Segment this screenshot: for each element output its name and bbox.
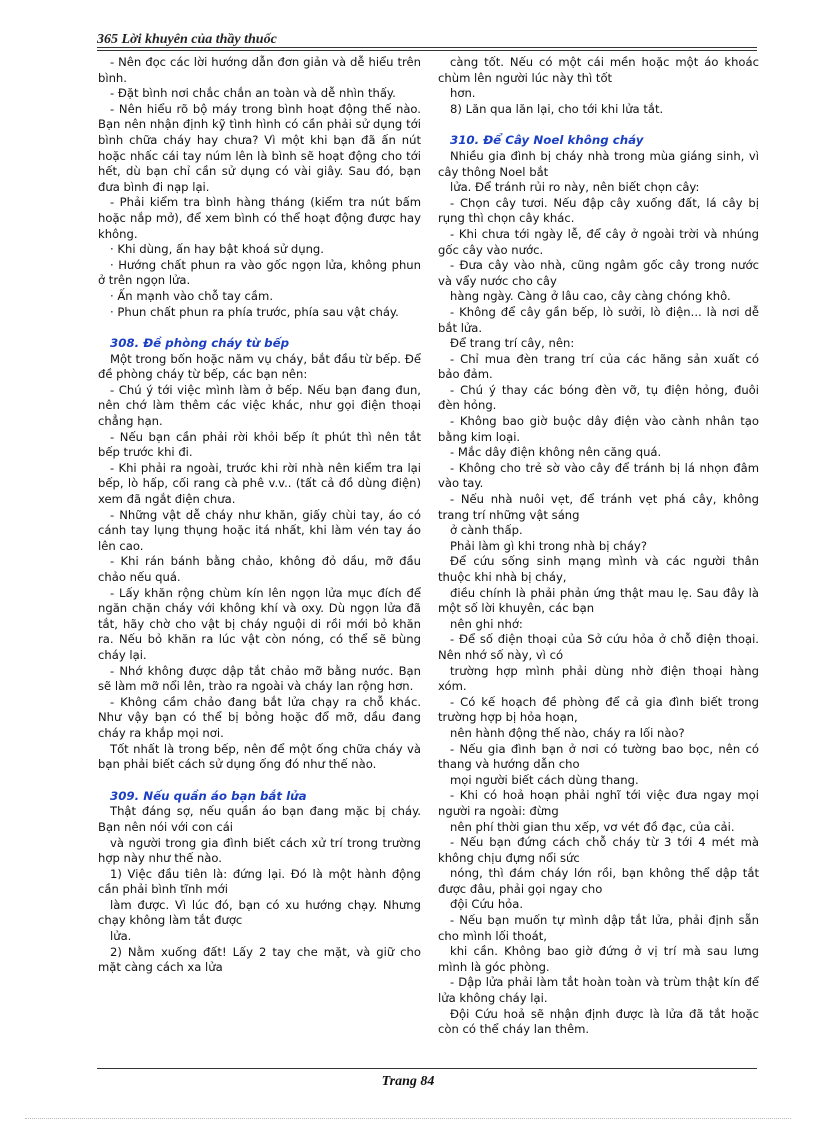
section-heading: 310. Để Cây Noel không cháy [450,133,644,148]
header-rule [97,47,757,48]
paragraph: Đội Cứu hoả sẽ nhận định được là lửa đã tắt hoặc còn có thể cháy lan thêm. [438,1006,759,1037]
paragraph: ở cành thấp. [450,523,523,538]
paragraph: 8) Lăn qua lăn lại, cho tới khi lửa tắt. [450,101,664,116]
paragraph: - Không cho trẻ sờ vào cây để tránh bị lá nhọn đâm vào tay. [438,460,759,491]
paragraph: nên hành động thế nào, cháy ra lối nào? [450,725,685,740]
paragraph: - Chú ý tới việc mình làm ở bếp. Nếu bạn đang đun, nên chớ làm thêm các việc khác, như gọi điện thoại chẳng hạn. [98,382,421,429]
paragraph: - Chỉ mua đèn trang trí của các hãng sản xuất có bảo đảm. [438,351,759,382]
paragraph: - Khi rán bánh bằng chảo, không đỏ dầu, mỡ đầu chảo nếu quá. [98,554,421,584]
paragraph: làm được. Vì lúc đó, bạn có xu hướng chạy. Nhưng chạy không làm tắt được [98,897,421,928]
paragraph: - Khi có hoả hoạn phải nghĩ tới việc đưa ngay mọi người ra ngoài: đừng [438,788,759,818]
book-title: 365 Lời khuyên của thầy thuốc [97,32,277,47]
section-gap [98,320,421,336]
paragraph: Để trang trí cây, nên: [450,336,575,351]
paragraph: - Chọn cây tươi. Nếu đập cây xuống đất, lá cây bị rụng thì chọn cây khác. [438,195,759,226]
paragraph: - Mắc dây điện không nên căng quá. [450,445,662,460]
paragraph: Tốt nhất là trong bếp, nên để một ống chữa cháy và bạn phải biết cách sử dụng ống đó như thế nào. [98,741,421,772]
paragraph: - Không bao giờ buộc dây điện vào cành nhân tạo bằng kim loại. [438,414,759,444]
paragraph: · Khi dùng, ấn hay bật khoá sử dụng. [110,242,324,257]
paragraph: - Nếu bạn muốn tự mình dập tắt lửa, phải định sẵn cho mình lối thoát, [438,913,759,943]
page-header [97,28,757,48]
paragraph: nóng, thì đám cháy lớn rồi, bạn không thể dập tắt được đâu, phải gọi ngay cho [438,866,759,896]
paragraph: Thật đáng sợ, nếu quần áo bạn đang mặc bị cháy. Bạn nên nói với con cái [98,804,421,834]
paragraph: · Phun chất phun ra phía trước, phía sau vật cháy. [110,304,399,319]
paragraph: nên phí thời gian thu xếp, vơ vét đồ đạc, của cải. [450,819,735,834]
paragraph: hàng ngày. Càng ở lâu cao, cây càng chóng khô. [450,289,731,304]
paragraph: - Có kế hoạch đề phòng để cả gia đình biết trong trường hợp bị hỏa hoạn, [438,694,759,725]
paragraph: và người trong gia đình biết cách xử trí trong trường hợp này như thế nào. [98,835,421,866]
paragraph: Một trong bốn hoặc năm vụ cháy, bắt đầu từ bếp. Để đề phòng cháy từ bếp, các bạn nên: [98,351,421,382]
paragraph: hơn. [450,86,476,101]
paragraph: - Khi phải ra ngoài, trước khi rời nhà nên kiểm tra lại bếp, lò hấp, cối rang cà phê v.v.. (tất cả đồ dùng điện) xem đã ngắt điện chưa. [98,460,421,507]
paragraph: · Hướng chất phun ra vào gốc ngọn lửa, không phun ở trên ngọn lửa. [98,257,421,288]
paragraph: mọi người biết cách dùng thang. [450,772,639,787]
section-heading: 308. Đề phòng cháy từ bếp [110,336,290,351]
paragraph: - Nên đọc các lời hướng dẫn đơn giản và dễ hiểu trên bình. [98,55,421,85]
paragraph: - Những vật dễ cháy như khăn, giấy chùi tay, áo có cánh tay lụng thụng hoặc itá nhất, khi làm vén tay áo lên cao. [98,507,421,553]
bottom-dotted-line [25,1118,791,1119]
paragraph: Để cứu sống sinh mạng mình và các người thân thuộc khi nhà bị cháy, [438,554,759,584]
paragraph: - Nếu gia đình bạn ở nơi có tường bao bọc, nên có thang và hướng dẫn cho [438,741,759,772]
paragraph: - Không cầm chảo đang bắt lửa chạy ra chỗ khác. Như vậy bạn có thể bị bỏng hoặc đổ mỡ, dầu đang cháy ra khắp mọi nơi. [98,694,421,740]
paragraph: - Nhớ không được dập tắt chảo mỡ bằng nước. Bạn sẽ làm mỡ nổi lên, trào ra ngoài và cháy lan rộng hơn. [98,663,421,694]
paragraph: - Nếu nhà nuôi vẹt, để tránh vẹt phá cây, không trang trí những vật sáng [438,492,759,522]
paragraph: - Đặt bình nơi chắc chắn an toàn và dễ nhìn thấy. [110,86,396,101]
section-gap [438,117,759,133]
paragraph: càng tốt. Nếu có một cái mền hoặc một áo khoác chùm lên người lúc này thì tốt [438,55,759,85]
paragraph: Phải làm gì khi trong nhà bị cháy? [450,538,648,553]
paragraph: - Dập lửa phải làm tắt hoàn toàn và trùm thật kín để lửa không cháy lại. [438,975,759,1006]
paragraph: lửa. [110,929,132,944]
paragraph: - Lấy khăn rộng chùm kín lên ngọn lửa mục đích để ngăn chặn cháy với không khí và oxy. Dù ngọn lửa đã tắt, hãy chờ cho vật bị cháy nguội di rồi mới bỏ khăn ra. Nếu bỏ khăn ra lúc vật còn nóng, có thể sẽ bùng cháy lại. [98,585,421,662]
left-column [98,55,421,976]
paragraph: 2) Nằm xuống đất! Lấy 2 tay che mặt, và giữ cho mặt càng cách xa lửa [98,944,421,975]
paragraph: - Để số điện thoại của Sở cứu hỏa ở chỗ điện thoại. Nên nhớ số này, vì có [438,632,759,662]
page-number: Trang 84 [381,1074,435,1089]
header-rule-double [97,50,757,51]
right-column [438,55,759,1038]
paragraph: - Nếu bạn cần phải rời khỏi bếp ít phút thì nên tắt bếp trước khi đi. [98,429,421,460]
paragraph: - Không để cây gần bếp, lò sưởi, lò điện... là nơi dễ bắt lửa. [438,304,759,335]
paragraph: Nhiều gia đình bị cháy nhà trong mùa giáng sinh, vì cây thông Noel bắt [438,148,759,179]
paragraph: - Chú ý thay các bóng đèn vỡ, tụ điện hỏng, đuôi đèn hỏng. [438,382,759,413]
paragraph: - Nên hiểu rõ bộ máy trong bình hoạt động thế nào. Bạn nên nhận định kỹ tình hình có cần phải sử dụng tới bình chữa cháy hay chưa? Vì một khi bạn đã ấn nút hoặc nhấc cái tay núm lên là bình sẽ hoạt động cho tới hết, dù bạn chỉ cần sử dụng có vài giây. Sau đó, bạn đưa bình đi nạp lại. [98,101,421,194]
paragraph: 1) Việc đầu tiên là: đứng lại. Đó là một hành động cần phải bình tĩnh mới [98,866,421,897]
paragraph: - Nếu bạn đứng cách chỗ cháy từ 3 tới 4 mét mà không chịu đựng nổi sức [438,835,759,865]
section-heading: 309. Nếu quần áo bạn bắt lửa [110,788,307,803]
paragraph: - Khi chưa tới ngày lễ, để cây ở ngoài trời và nhúng gốc cây vào nước. [438,226,759,257]
paragraph: - Đưa cây vào nhà, cũng ngâm gốc cây trong nước và vẩy nước cho cây [438,258,759,288]
paragraph: khi cần. Không bao giờ đứng ở vị trí mà sau lưng mình là góc phòng. [438,944,759,974]
paragraph: · Ấn mạnh vào chỗ tay cầm. [110,288,274,303]
section-gap [98,773,421,789]
footer-rule [97,1068,757,1069]
paragraph: đội Cứu hỏa. [450,897,524,912]
paragraph: điều chính là phải phản ứng thật mau lẹ. Sau đây là một số lời khuyên, các bạn [438,585,759,616]
paragraph: trường hợp mình phải dùng nhờ điện thoại hàng xóm. [438,663,759,694]
paragraph: - Phải kiểm tra bình hàng tháng (kiểm tra nút bấm hoặc nắp mở), để xem bình có thể hoạt động được hay không. [98,195,421,241]
paragraph: nên ghi nhớ: [450,616,523,631]
paragraph: lửa. Để tránh rủi ro này, nên biết chọn cây: [450,180,700,195]
